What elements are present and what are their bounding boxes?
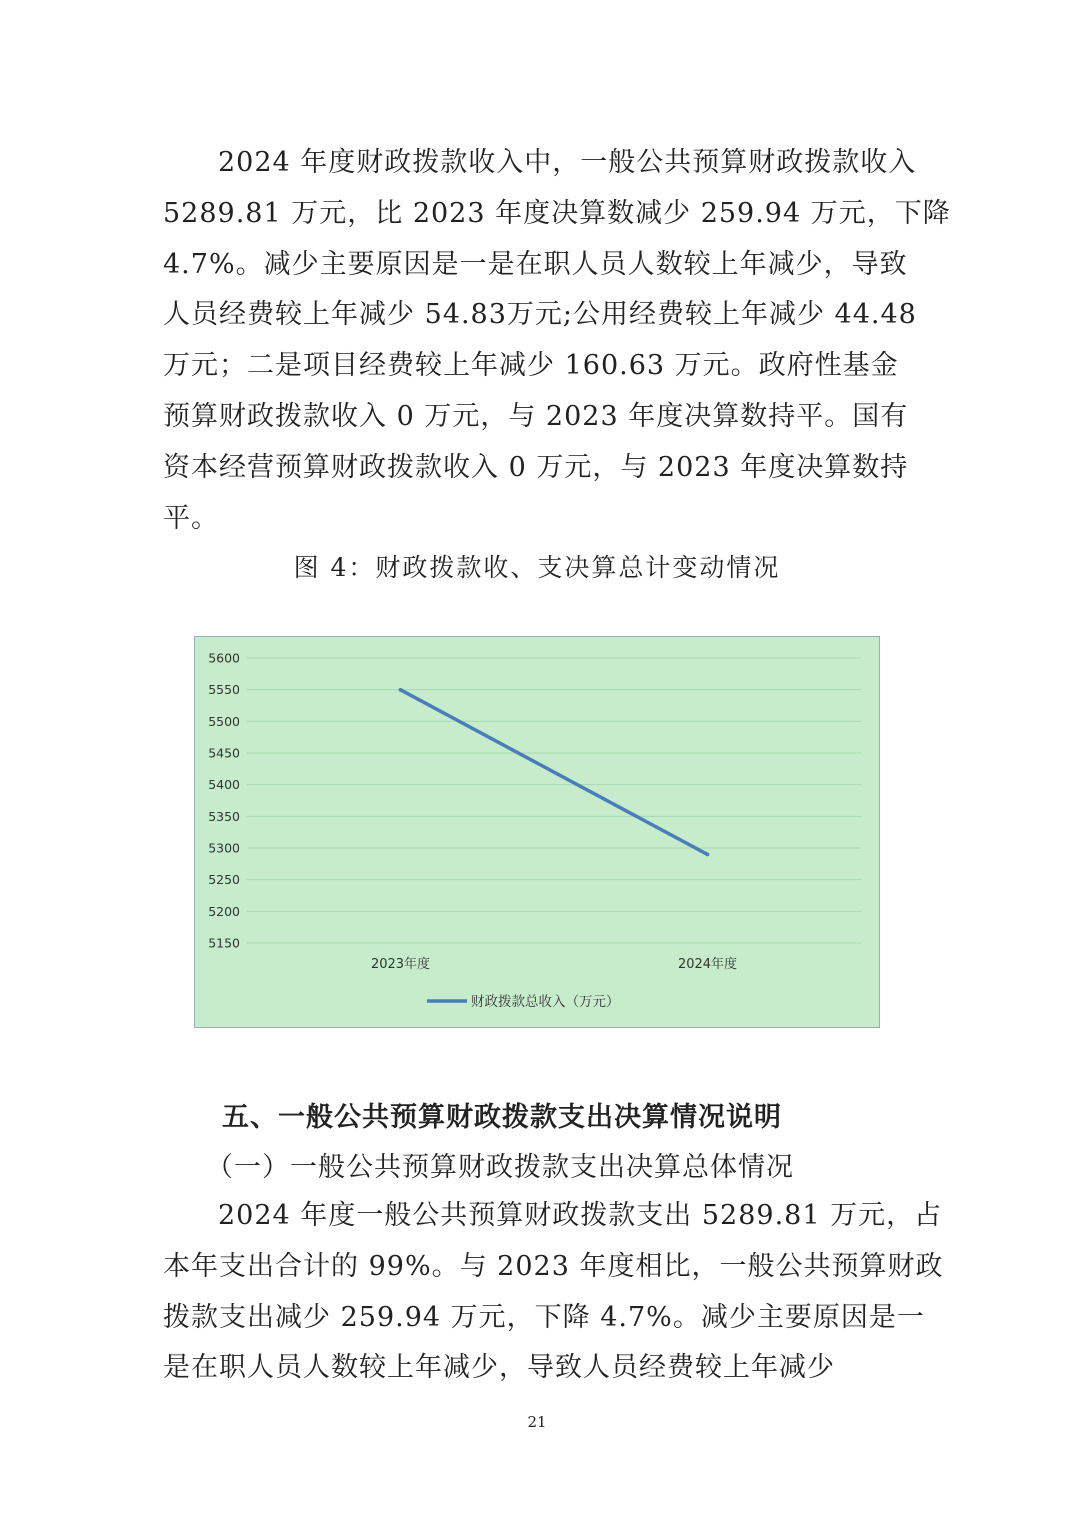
text-line: 预算财政拨款收入 0 万元，与 2023 年度决算数持平。国有 [163,400,909,432]
page-number: 21 [527,1413,547,1431]
x-tick-label: 2024年度 [677,957,738,972]
legend-label: 财政拨款总收入（万元） [471,994,620,1010]
y-tick-label: 5600 [208,650,240,666]
text-line: 平。 [163,502,219,534]
text-line: 本年支出合计的 99%。与 2023 年度相比，一般公共预算财政 [163,1250,944,1282]
text-line: 4.7%。减少主要原因是一是在职人员人数较上年减少，导致 [163,248,908,280]
chart-legend [427,993,620,1010]
figure-caption: 图 4：财政拨款收、支决算总计变动情况 [293,553,781,582]
y-tick-label: 5150 [208,935,240,951]
subsection-heading: （一）一般公共预算财政拨款支出决算总体情况 [206,1152,794,1183]
y-tick-label: 5250 [208,872,240,888]
y-axis-ticks [208,651,240,951]
x-tick-label: 2023年度 [370,957,431,972]
y-tick-label: 5400 [208,777,240,793]
paragraph-income-summary [163,138,951,544]
text-line: 2024 年度一般公共预算财政拨款支出 5289.81 万元，占 [218,1200,943,1231]
y-tick-label: 5350 [208,808,240,824]
y-tick-label: 5300 [208,840,240,856]
y-tick-label: 5500 [208,713,240,729]
chart-canvas [195,637,881,1029]
chart-gridlines [247,658,861,943]
text-line: 资本经营预算财政拨款收入 0 万元，与 2023 年度决算数持 [163,451,909,483]
section-heading: 五、一般公共预算财政拨款支出决算情况说明 [222,1102,782,1133]
data-point [706,853,710,857]
y-tick-label: 5200 [208,903,240,919]
text-line: 5289.81 万元，比 2023 年度决算数减少 259.94 万元，下降 [163,197,951,229]
text-line: 是在职人员人数较上年减少，导致人员经费较上年减少 [163,1352,835,1384]
text-line: 拨款支出减少 259.94 万元，下降 4.7%。减少主要原因是一 [163,1301,925,1333]
series-layer [399,688,710,856]
x-axis-ticks [371,956,737,972]
text-line: 人员经费较上年减少 54.83万元;公用经费较上年减少 44.48 [163,299,917,331]
y-tick-label: 5450 [208,745,240,761]
series-line [401,690,708,855]
text-line: 万元；二是项目经费较上年减少 160.63 万元。政府性基金 [163,350,899,382]
line-chart [194,636,880,1028]
data-point [399,688,403,692]
paragraph-expenditure-summary [163,1191,944,1394]
y-tick-label: 5550 [208,682,240,698]
text-line: 2024 年度财政拨款收入中，一般公共预算财政拨款收入 [218,147,917,178]
